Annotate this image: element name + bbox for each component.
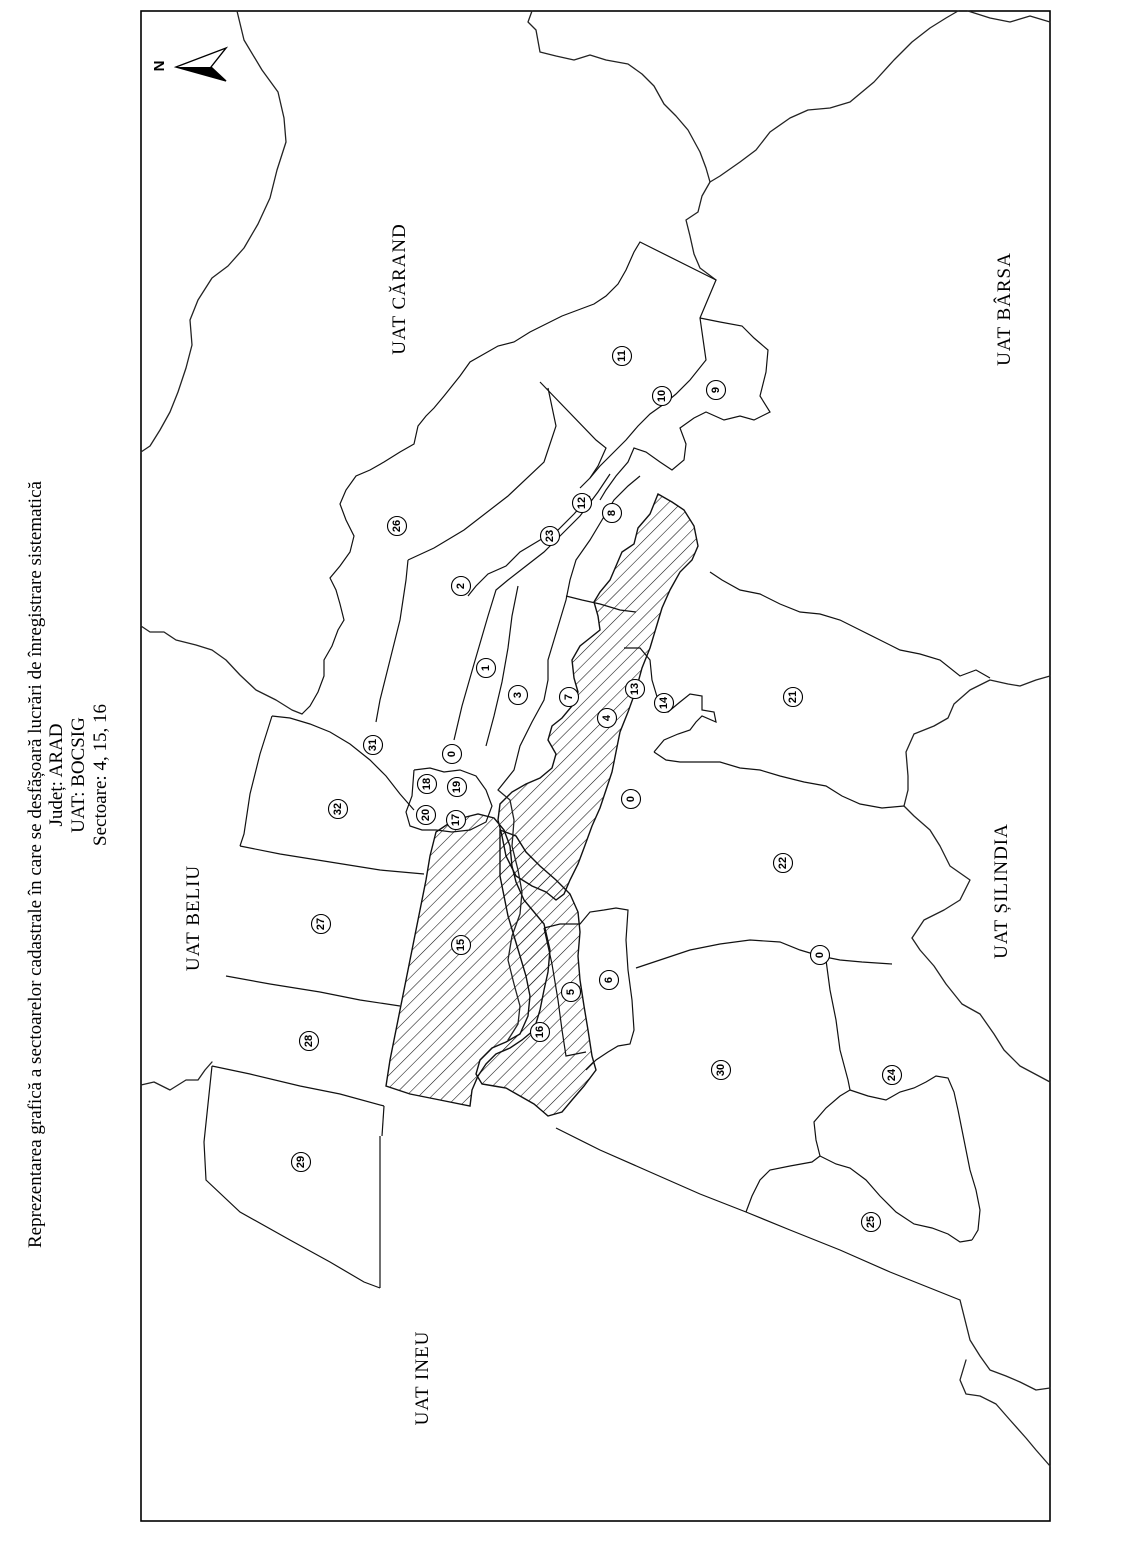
sector-marker-14	[655, 694, 674, 713]
uat-label-ineu: UAT INEU	[412, 1330, 433, 1426]
svg-text:2: 2	[455, 582, 467, 590]
svg-text:12: 12	[576, 496, 588, 510]
sector-marker-29	[292, 1153, 311, 1172]
sector-marker-0	[811, 946, 830, 965]
map-uat: UAT: BOCSIG	[68, 717, 89, 833]
sector-marker-17	[447, 811, 466, 830]
uat-label-beliu: UAT BELIU	[183, 864, 204, 972]
uat-label-barsa: UAT BÂRSA	[994, 252, 1015, 366]
sector-marker-9	[707, 381, 726, 400]
sector-marker-0	[443, 745, 462, 764]
north-arrow-icon	[151, 48, 226, 81]
sector-marker-8	[603, 504, 622, 523]
sector-marker-19	[448, 778, 467, 797]
svg-text:8: 8	[606, 509, 618, 517]
svg-text:19: 19	[451, 780, 463, 794]
svg-text:16: 16	[534, 1025, 546, 1039]
svg-text:5: 5	[565, 988, 577, 996]
svg-text:27: 27	[315, 917, 327, 931]
sector-marker-3	[509, 686, 528, 705]
sector-marker-12	[573, 494, 592, 513]
svg-text:11: 11	[616, 350, 628, 362]
sector-marker-18	[418, 775, 437, 794]
svg-text:7: 7	[563, 693, 575, 701]
map-sectors: Sectoare: 4, 15, 16	[90, 704, 111, 846]
svg-text:22: 22	[777, 856, 789, 870]
svg-text:30: 30	[715, 1063, 727, 1077]
svg-text:32: 32	[332, 802, 344, 816]
sector-marker-24	[883, 1066, 902, 1085]
map-title-block	[25, 481, 111, 1248]
sector-marker-31	[364, 736, 383, 755]
uat-label-silindia: UAT ȘILINDIA	[991, 823, 1012, 959]
sector-marker-30	[712, 1061, 731, 1080]
svg-text:17: 17	[450, 813, 462, 827]
sector-marker-4	[598, 709, 617, 728]
sector-marker-25	[862, 1213, 881, 1232]
sector-marker-0	[622, 790, 641, 809]
svg-text:20: 20	[420, 808, 432, 822]
svg-text:4: 4	[601, 714, 613, 722]
svg-text:23: 23	[544, 529, 556, 543]
sector-marker-10	[653, 387, 672, 406]
svg-text:0: 0	[625, 795, 637, 803]
north-label: N	[151, 60, 168, 72]
sector-marker-23	[541, 527, 560, 546]
sector-marker-28	[300, 1032, 319, 1051]
svg-text:3: 3	[512, 691, 524, 699]
sector-marker-7	[560, 688, 579, 707]
svg-text:1: 1	[480, 664, 492, 672]
svg-text:14: 14	[658, 696, 670, 710]
sector-marker-26	[388, 517, 407, 536]
sector-marker-20	[417, 806, 436, 825]
svg-text:10: 10	[656, 389, 668, 403]
svg-text:0: 0	[814, 951, 826, 959]
sector-marker-6	[600, 971, 619, 990]
sector-marker-15	[452, 936, 471, 955]
sector-marker-27	[312, 915, 331, 934]
svg-text:28: 28	[303, 1034, 315, 1048]
svg-text:9: 9	[710, 386, 722, 394]
svg-text:0: 0	[446, 750, 458, 758]
sector-marker-22	[774, 854, 793, 873]
svg-text:18: 18	[421, 777, 433, 791]
svg-text:6: 6	[603, 976, 615, 984]
sector-marker-1	[477, 659, 496, 678]
uat-label-carand: UAT CĂRAND	[389, 223, 410, 355]
sector-marker-11	[613, 347, 632, 366]
svg-text:25: 25	[865, 1215, 877, 1229]
svg-text:15: 15	[455, 938, 467, 952]
sector-marker-5	[562, 983, 581, 1002]
svg-text:24: 24	[886, 1068, 898, 1082]
map-title: Reprezentarea grafică a sectoarelor cadastrale în care se desfășoară lucrări de înregistrare sistematică	[25, 481, 46, 1248]
sector-marker-32	[329, 800, 348, 819]
svg-text:29: 29	[295, 1155, 307, 1169]
svg-text:13: 13	[629, 682, 641, 696]
uat-label-group	[183, 223, 1015, 1425]
svg-text:26: 26	[391, 519, 403, 533]
map-county: Județ: ARAD	[46, 723, 67, 827]
sector-marker-2	[452, 577, 471, 596]
sector-marker-21	[784, 688, 803, 707]
svg-text:31: 31	[367, 738, 379, 752]
svg-text:21: 21	[787, 690, 799, 704]
sector-marker-16	[531, 1023, 550, 1042]
sector-marker-13	[626, 680, 645, 699]
